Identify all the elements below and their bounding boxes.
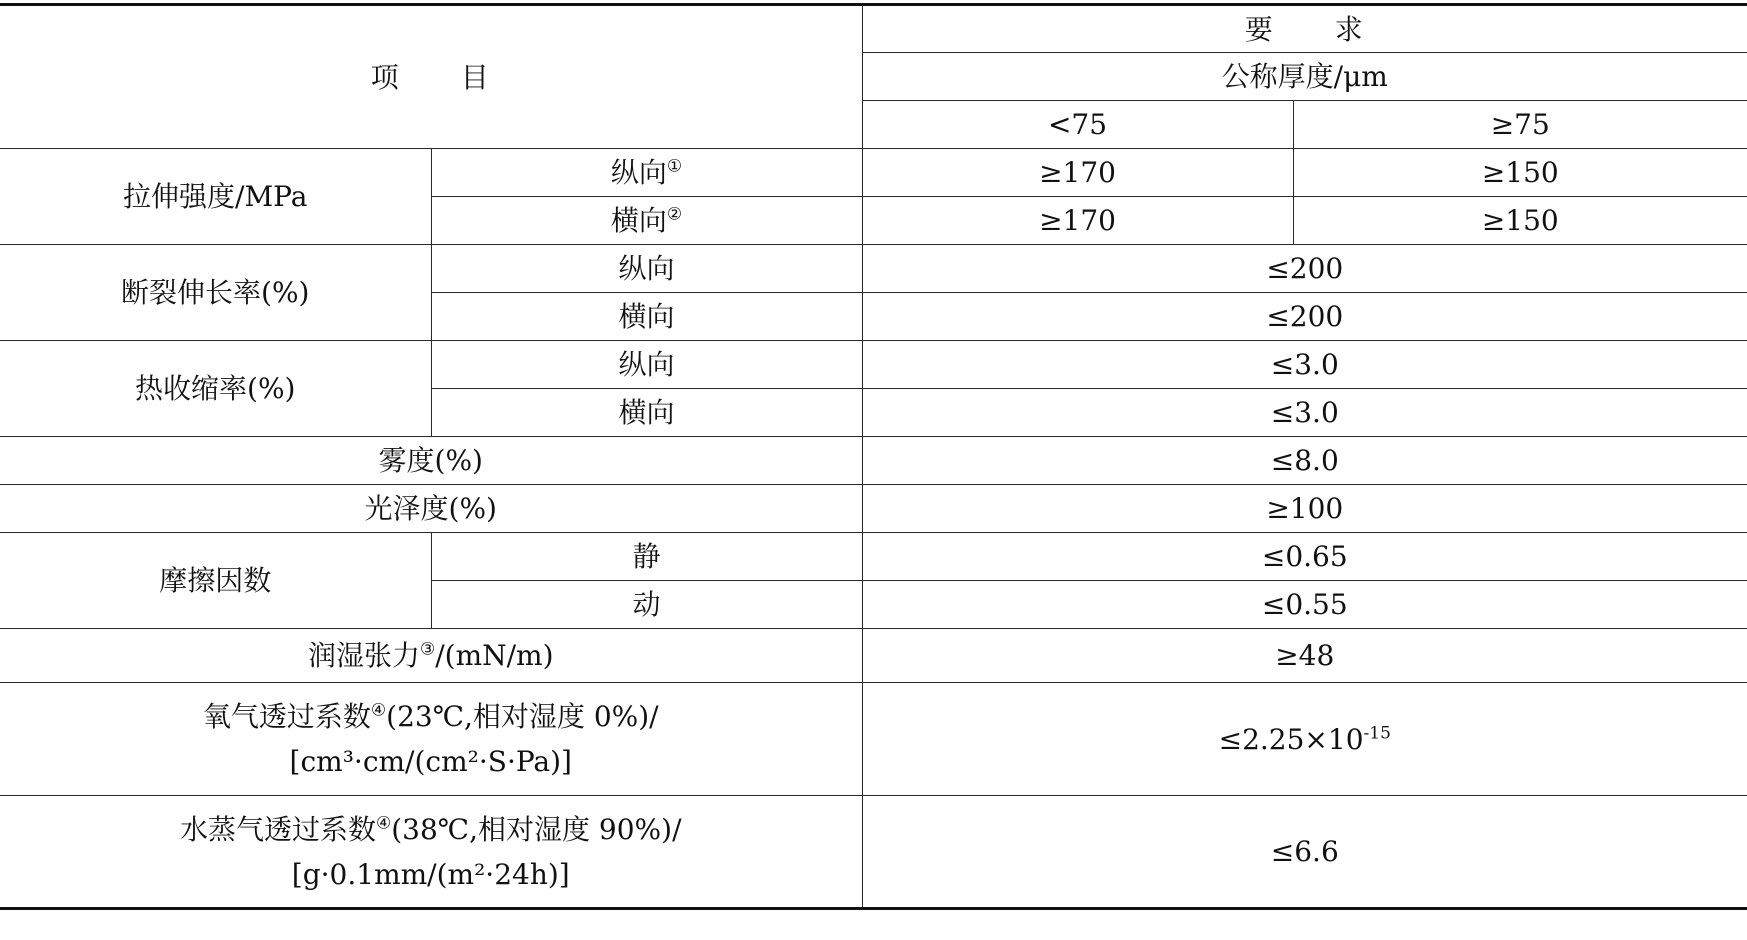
footnote-mark: ② [666,204,683,225]
row-label-tensile-strength: 拉伸强度/MPa [0,149,431,245]
row-label-gloss: 光泽度(%) [0,485,862,533]
value-cell: ≥170 [862,197,1293,245]
specification-table [0,3,1747,910]
value-cell: ≥150 [1293,149,1747,197]
sub-label-longitudinal: 纵向 [431,245,862,293]
row-label-friction-coefficient: 摩擦因数 [0,533,431,629]
row-label-heat-shrinkage: 热收缩率(%) [0,341,431,437]
sub-label-longitudinal: 纵向 [431,341,862,389]
row-label-haze: 雾度(%) [0,437,862,485]
header-thickness-ge75: ≥75 [1293,101,1747,149]
value-cell: ≤200 [862,245,1747,293]
value-cell: ≤0.55 [862,581,1747,629]
value-cell: ≤0.65 [862,533,1747,581]
value-cell: ≤6.6 [862,796,1747,909]
sub-label-longitudinal: 纵向① [431,149,862,197]
value-cell: ≥150 [1293,197,1747,245]
unit-line: [cm³·cm/(cm²·S·Pa)] [289,745,572,778]
sub-label-static: 静 [431,533,862,581]
footnote-mark: ④ [376,813,392,834]
row-label-water-vapor-permeability: 水蒸气透过系数④(38℃,相对湿度 90%)/ [g·0.1mm/(m²·24h)] [0,796,862,909]
unit-line: [g·0.1mm/(m²·24h)] [291,857,570,891]
row-label-elongation-at-break: 断裂伸长率(%) [0,245,431,341]
row-label-wetting-tension: 润湿张力③/(mN/m) [0,629,862,683]
sub-label-transverse: 横向② [431,197,862,245]
row-label-oxygen-permeability: 氧气透过系数④(23℃,相对湿度 0%)/ [cm³·cm/(cm²·S·Pa)] [0,683,862,796]
value-cell: ≤3.0 [862,389,1747,437]
sub-label-transverse: 横向 [431,293,862,341]
header-nominal-thickness: 公称厚度/μm [862,53,1747,101]
value-cell: ≥100 [862,485,1747,533]
footnote-mark: ③ [419,639,436,660]
header-thickness-lt75: <75 [862,101,1293,149]
sub-label-dynamic: 动 [431,581,862,629]
value-cell: ≤3.0 [862,341,1747,389]
header-item: 项 目 [0,5,862,149]
exponent: -15 [1363,723,1391,744]
value-cell: ≥170 [862,149,1293,197]
value-cell: ≥48 [862,629,1747,683]
footnote-mark: ① [666,156,683,177]
value-cell: ≤8.0 [862,437,1747,485]
value-cell: $\le 2.25\times 10^{-15}$ [862,683,1747,796]
sub-label-transverse: 横向 [431,389,862,437]
value-cell: ≤200 [862,293,1747,341]
footnote-mark: ④ [370,700,387,721]
header-requirement: 要 求 [862,5,1747,53]
